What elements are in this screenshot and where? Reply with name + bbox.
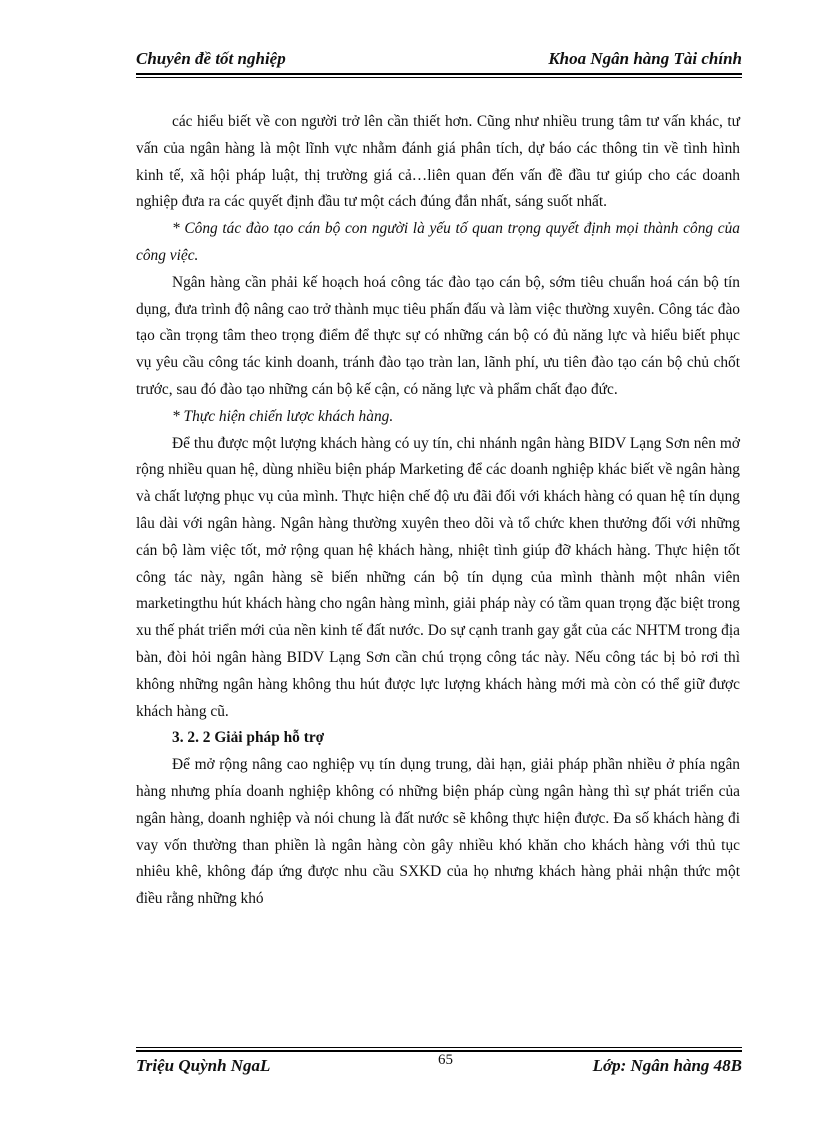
header-rule	[136, 77, 742, 78]
page-header	[136, 49, 742, 75]
footer-author: Triệu Quỳnh NgaL	[136, 1056, 271, 1075]
paragraph-6: Để mở rộng nâng cao nghiệp vụ tín dụng trung, dài hạn, giải pháp phần nhiều ở phía ngân hàng nhưng phía doanh nghiệp không có những biện pháp cùng ngân hàng thì sự phát triển của ngân hàng, doanh nghiệp và nói chung là đất nước sẽ không thực hiện được. Đa số khách hàng đi vay vốn thường than phiền là ngân hàng còn gây nhiều khó khăn cho khách hàng với thủ tục nhiêu khê, không đáp ứng được nhu cầu SXKD của họ nhưng khách hàng phải nhận thức một điều rằng những khó	[136, 756, 740, 908]
paragraph-2-italic: * Công tác đào tạo cán bộ con người là yếu tố quan trọng quyết định mọi thành công của công việc.	[136, 220, 740, 264]
paragraph-5: Để thu được một lượng khách hàng có uy tín, chi nhánh ngân hàng BIDV Lạng Sơn nên mở rộng nhiều quan hệ, dùng nhiều biện pháp Marketing để các doanh nghiệp khác biết về ngân hàng và chất lượng phục vụ của mình. Thực hiện chế độ ưu đãi đối với khách hàng có quan hệ tín dụng lâu dài với ngân hàng. Ngân hàng thường xuyên theo dõi và tổ chức khen thưởng đối với những cán bộ làm việc tốt, mở rộng quan hệ khách hàng, nhiệt tình giúp đỡ khách hàng. Thực hiện tốt công tác này, ngân hàng sẽ biến những cán bộ tín dụng của mình thành một nhân viên marketingthu hút khách hàng cho ngân hàng mình, giải pháp này có tầm quan trọng đặc biệt trong xu thế phát triển mới của nền kinh tế đất nước. Do sự cạnh tranh gay gắt của các NHTM trong địa bàn, đòi hỏi ngân hàng BIDV Lạng Sơn cần chú trọng công tác này. Nếu công tác bị bỏ rơi thì không những ngân hàng không thu hút được lực lượng khách hàng mới mà còn có thể giữ được khách hàng cũ.	[136, 434, 740, 720]
document-body	[136, 109, 740, 913]
section-heading: 3. 2. 2 Giải pháp hỗ trợ	[172, 729, 325, 747]
footer-rule-thin	[136, 1047, 742, 1048]
footer-class: Lớp: Ngân hàng 48B	[592, 1056, 742, 1075]
page-number: 65	[438, 1052, 453, 1068]
header-right-title: Khoa Ngân hàng Tài chính	[548, 49, 742, 68]
paragraph-4-italic: * Thực hiện chiến lược khách hàng.	[172, 407, 394, 425]
paragraph-1: các hiểu biết về con người trở lên cần thiết hơn. Cũng như nhiều trung tâm tư vấn khác, tư vấn của ngân hàng là một lĩnh vực nhằm đánh giá phân tích, dự báo các thông tin về tình hình kinh tế, xã hội pháp luật, thị trường giá cả…liên quan đến vấn đề đầu tư giúp cho các doanh nghiệp đưa ra các quyết định đầu tư một cách đúng đắn nhất, sáng suốt nhất.	[136, 113, 740, 211]
page-footer	[136, 1052, 742, 1080]
paragraph-3: Ngân hàng cần phải kế hoạch hoá công tác đào tạo cán bộ, sớm tiêu chuẩn hoá cán bộ tín dụng, đưa trình độ nâng cao trở thành mục tiêu phấn đấu và làm việc thường xuyên. Công tác đào tạo cần trọng tâm theo trọng điểm để thực sự có những cán bộ có đủ năng lực và hiểu biết phục vụ yêu cầu công tác kinh doanh, tránh đào tạo tràn lan, lãnh phí, ưu tiên đào tạo cán bộ chủ chốt trước, sau đó đào tạo những cán bộ kế cận, có năng lực và phẩm chất đạo đức.	[136, 273, 740, 398]
header-left-title: Chuyên đề tốt nghiệp	[136, 49, 286, 68]
